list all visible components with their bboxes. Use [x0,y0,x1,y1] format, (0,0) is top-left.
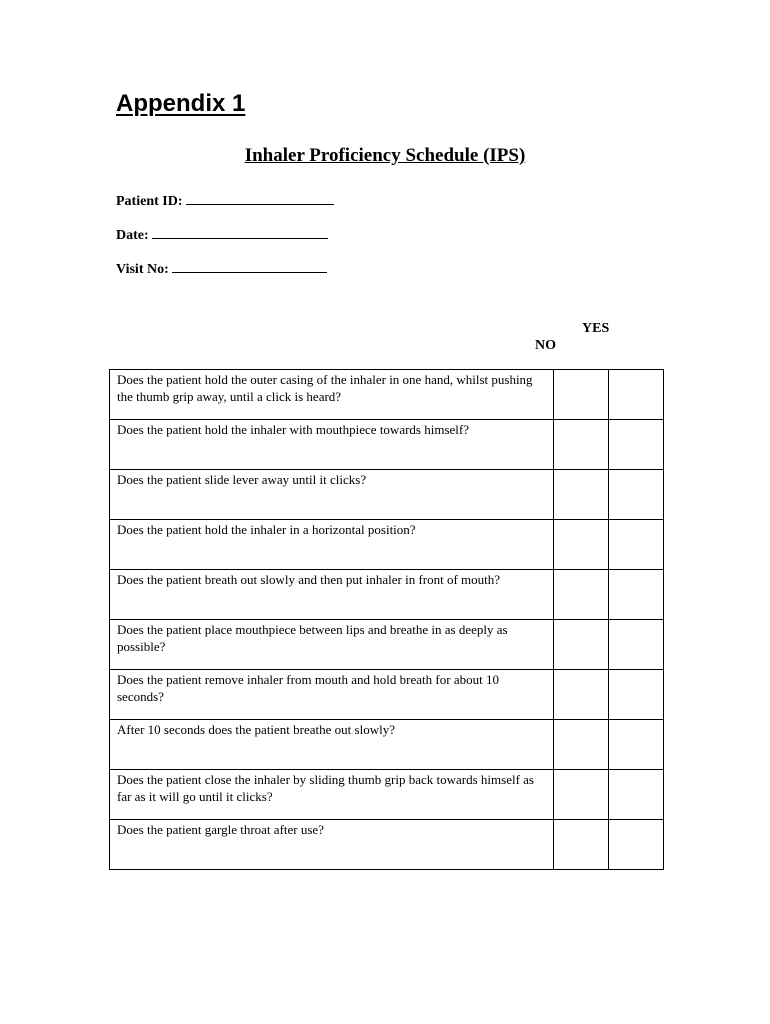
no-checkbox-cell[interactable] [554,370,609,420]
question-cell [110,670,554,720]
yes-checkbox-cell[interactable] [609,770,664,820]
yes-checkbox-cell[interactable] [609,370,664,420]
date-field [116,224,328,245]
appendix-heading: Appendix 1 [116,90,246,117]
checklist-table [109,369,664,870]
checklist-row [110,520,664,570]
checklist-row [110,370,664,420]
question-cell [110,470,554,520]
yes-checkbox-cell[interactable] [609,720,664,770]
no-column-header: NO [535,338,556,353]
checklist-row [110,770,664,820]
question-text: After 10 seconds does the patient breathe out slowly? [117,722,395,737]
visit-no-label: Visit No: [116,262,169,277]
yes-checkbox-cell[interactable] [609,570,664,620]
checklist-row [110,670,664,720]
yes-checkbox-cell[interactable] [609,820,664,870]
visit-no-blank[interactable] [172,258,327,273]
question-cell [110,370,554,420]
question-cell [110,620,554,670]
no-checkbox-cell[interactable] [554,770,609,820]
form-title: Inhaler Proficiency Schedule (IPS) [244,145,526,166]
yes-checkbox-cell[interactable] [609,620,664,670]
question-text: Does the patient breath out slowly and then put inhaler in front of mouth? [117,572,501,587]
patient-id-field [116,190,334,211]
yes-checkbox-cell[interactable] [609,670,664,720]
no-checkbox-cell[interactable] [554,520,609,570]
no-checkbox-cell[interactable] [554,620,609,670]
yes-checkbox-cell[interactable] [609,420,664,470]
question-text: Does the patient place mouthpiece between lips and breathe in as deeply as possible? [117,622,508,654]
checklist-row [110,820,664,870]
question-cell [110,420,554,470]
checklist-row [110,420,664,470]
no-checkbox-cell[interactable] [554,470,609,520]
question-cell [110,770,554,820]
question-cell [110,520,554,570]
no-checkbox-cell[interactable] [554,820,609,870]
question-cell [110,570,554,620]
question-text: Does the patient remove inhaler from mouth and hold breath for about 10 seconds? [117,672,499,704]
date-label: Date: [116,228,149,243]
question-text: Does the patient hold the inhaler with mouthpiece towards himself? [117,422,469,437]
question-text: Does the patient hold the outer casing of the inhaler in one hand, whilst pushing the thumb grip away, until a click is heard? [117,372,533,404]
question-text: Does the patient hold the inhaler in a horizontal position? [117,522,416,537]
checklist-row [110,470,664,520]
visit-no-field [116,258,327,279]
question-text: Does the patient slide lever away until it clicks? [117,472,367,487]
no-checkbox-cell[interactable] [554,670,609,720]
question-cell [110,720,554,770]
question-text: Does the patient gargle throat after use? [117,822,324,837]
date-blank[interactable] [152,224,328,239]
question-text: Does the patient close the inhaler by sliding thumb grip back towards himself as far as it will go until it clicks? [117,772,534,804]
yes-column-header: YES [582,321,610,336]
checklist-row [110,720,664,770]
patient-id-blank[interactable] [186,190,334,205]
no-checkbox-cell[interactable] [554,720,609,770]
patient-id-label: Patient ID: [116,194,183,209]
question-cell [110,820,554,870]
yes-checkbox-cell[interactable] [609,470,664,520]
checklist-row [110,620,664,670]
no-checkbox-cell[interactable] [554,570,609,620]
checklist-row [110,570,664,620]
no-checkbox-cell[interactable] [554,420,609,470]
yes-checkbox-cell[interactable] [609,520,664,570]
